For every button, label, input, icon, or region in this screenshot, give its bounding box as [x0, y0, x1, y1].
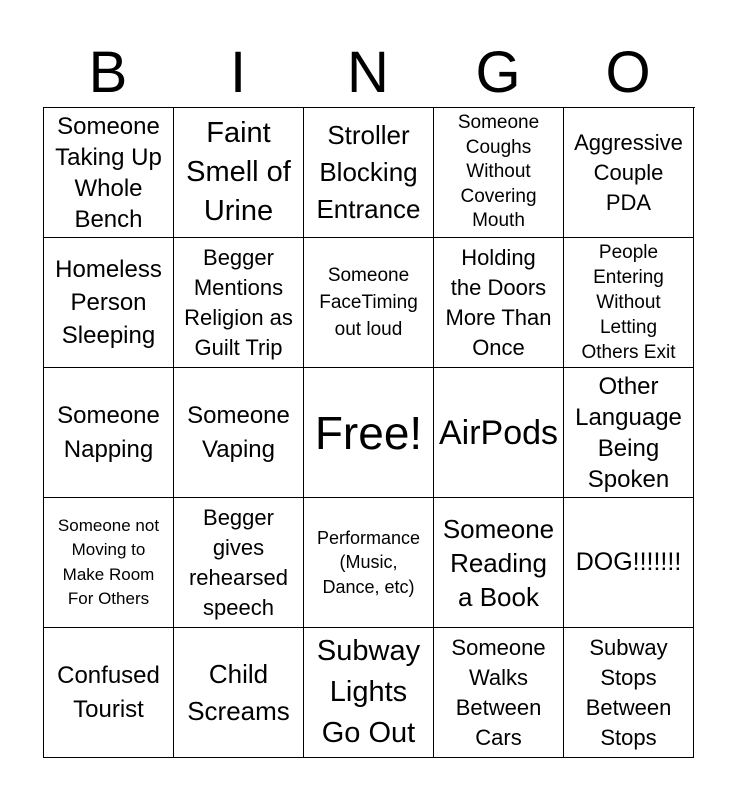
bingo-cell-r5c5[interactable]: [564, 628, 694, 758]
bingo-cell-r3c5[interactable]: [564, 368, 694, 498]
bingo-cell-text: AirPods: [438, 413, 559, 452]
bingo-cell-r4c3[interactable]: [304, 498, 434, 628]
header-letter-i: I: [229, 40, 247, 105]
bingo-cell-r2c1[interactable]: [44, 238, 174, 368]
bingo-cell-r4c1[interactable]: [44, 498, 174, 628]
bingo-header: [43, 40, 693, 106]
header-letter-o: O: [605, 40, 651, 105]
bingo-cell-r1c2[interactable]: [174, 108, 304, 238]
bingo-cell-r3c4[interactable]: [434, 368, 564, 498]
bingo-cell-r1c3[interactable]: [304, 108, 434, 238]
bingo-cell-r5c2[interactable]: [174, 628, 304, 758]
bingo-cell-text: Someone Reading a Book: [442, 513, 555, 612]
bingo-cell-r4c2[interactable]: [174, 498, 304, 628]
bingo-cell-r1c5[interactable]: [564, 108, 694, 238]
bingo-cell-text: Confused Tourist: [57, 661, 160, 723]
bingo-cell-text: Child Screams: [187, 658, 290, 726]
bingo-cell-r4c4[interactable]: [434, 498, 564, 628]
bingo-cell-r3c1[interactable]: [44, 368, 174, 498]
bingo-cell-text: Someone not Moving to Make Room For Others: [57, 515, 160, 608]
bingo-cell-text: Someone Napping: [57, 401, 160, 463]
bingo-cell-r2c2[interactable]: [174, 238, 304, 368]
bingo-cell-r4c5[interactable]: [564, 498, 694, 628]
header-letter-n: N: [347, 40, 389, 105]
bingo-cell-text: DOG!!!!!!!: [575, 548, 682, 576]
bingo-cell-text: Stroller Blocking Entrance: [316, 120, 421, 224]
bingo-cell-r5c3[interactable]: [304, 628, 434, 758]
bingo-cell-text: Someone Vaping: [187, 401, 290, 463]
header-letter-b: B: [88, 40, 128, 105]
bingo-board: [43, 107, 695, 758]
bingo-cell-text: Homeless Person Sleeping: [55, 256, 162, 349]
bingo-cell-r2c4[interactable]: [434, 238, 564, 368]
bingo-cell-text: Subway Stops Between Stops: [585, 634, 672, 750]
bingo-cell-text: Aggressive Couple PDA: [574, 129, 683, 215]
bingo-cell-text: Begger Mentions Religion as Guilt Trip: [184, 244, 293, 360]
bingo-cell-r2c3[interactable]: [304, 238, 434, 368]
bingo-cell-text: Subway Lights Go Out: [316, 635, 421, 749]
bingo-cell-r1c1[interactable]: [44, 108, 174, 238]
bingo-cell-r5c1[interactable]: [44, 628, 174, 758]
bingo-cell-r2c5[interactable]: [564, 238, 694, 368]
bingo-cell-text: Someone FaceTiming out loud: [319, 265, 418, 340]
bingo-cell-text: People Entering Without Letting Others Exit: [581, 242, 676, 363]
bingo-cell-text: Someone Taking Up Whole Bench: [55, 112, 162, 233]
bingo-cell-text: Performance (Music, Dance, etc): [316, 527, 421, 597]
bingo-cell-text: Holding the Doors More Than Once: [445, 244, 552, 360]
bingo-cell-text: Begger gives rehearsed speech: [188, 504, 289, 620]
free-space-text: Free!: [314, 406, 423, 459]
bingo-cell-r1c4[interactable]: [434, 108, 564, 238]
free-space-cell[interactable]: [304, 368, 434, 498]
bingo-cell-text: Someone Walks Between Cars: [451, 634, 546, 750]
bingo-cell-text: Someone Coughs Without Covering Mouth: [457, 112, 540, 232]
bingo-cell-r5c4[interactable]: [434, 628, 564, 758]
bingo-cell-text: Faint Smell of Urine: [186, 117, 291, 227]
bingo-cell-text: Other Language Being Spoken: [575, 372, 682, 493]
bingo-cell-r3c2[interactable]: [174, 368, 304, 498]
header-letter-g: G: [475, 40, 521, 105]
